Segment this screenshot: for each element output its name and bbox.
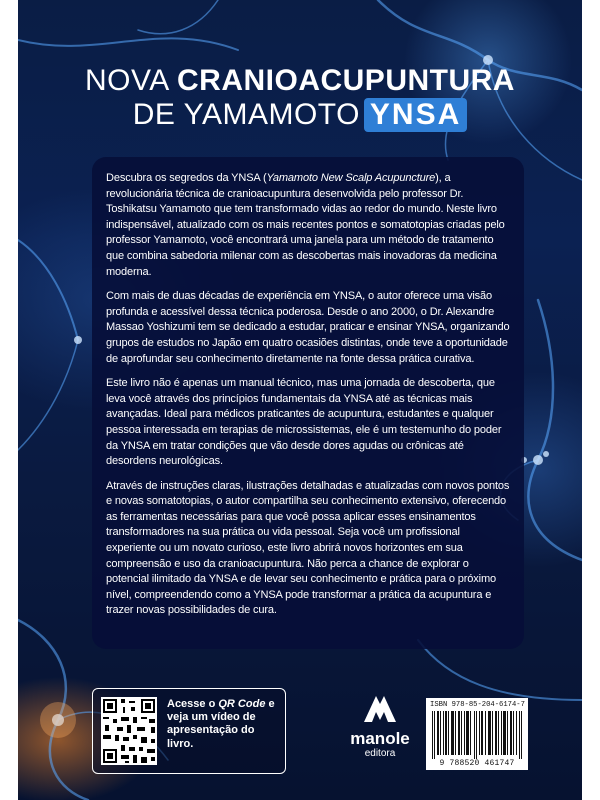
publisher-logo (340, 688, 420, 778)
paragraph-1-italic-term: Yamamoto New Scalp Acupuncture (266, 172, 436, 184)
title-line-2 (18, 98, 582, 132)
manole-mountain-icon (360, 688, 400, 728)
qr-callout-italic: QR Code (218, 698, 266, 710)
paragraph-1-intro: Descubra os segredos da YNSA ( (106, 172, 267, 184)
synopsis-paragraph-3: Este livro não é apenas um manual técnico, mas uma jornada de descoberta, que leva você através dos princípios fundamentais da YNSA até as técnicas mais avançadas. Ideal para médicos praticantes de acupuntura, estudantes e qualquer pessoa interessada em terapias de microssistemas, ele é um testemunho do poder da YNSA em tratar condições que vão desde dores agudas ou crônicas até desordens neurológicas. (106, 377, 502, 468)
publisher-subtitle: editora (364, 748, 396, 759)
qr-code[interactable] (101, 697, 157, 765)
qr-callout-text (167, 698, 281, 751)
back-cover (18, 0, 582, 800)
publisher-name: manole (350, 729, 410, 748)
qr-code-icon (101, 697, 157, 765)
isbn-barcode (426, 698, 528, 770)
title-ynsa-badge: YNSA (364, 98, 467, 132)
synopsis-panel (92, 157, 524, 649)
title-word-nova: NOVA (85, 64, 169, 97)
paragraph-1-rest: ), a revolucionária técnica de cranioacupuntura desenvolvida pelo professor Dr. Toshikatsu Yamamoto que tem transformado vidas ao redor do mundo. Neste livro indispensável, atualizado com os mais recentes pontos e somatotopias criadas pelo professor Yamamoto, você encontrará uma janela para um método de tratamento que combina sabedoria milenar com as descobertas mais inovadoras da medicina moderna. (106, 172, 505, 278)
title-line-1 (18, 64, 582, 98)
title-word-cranioacupuntura: CRANIOACUPUNTURA (176, 64, 515, 97)
synopsis-paragraph-4: Através de instruções claras, ilustrações detalhadas e atualizadas com novos pontos e novas somatotopias, o autor compartilha seu conhecimento extensivo, oferecendo as ferramentas necessárias para que você possa aplicar esses ensinamentos transformadores na sua prática ou vida pessoal. Seja você um profissional experiente ou um novato curioso, este livro abrirá novos horizontes em sua compreensão e uso da cranioacupuntura. Não perca a chance de explorar o potencial ilimitado da YNSA e de levar seu conhecimento e prática para o próximo nível, compreendendo como a YNSA pode transformar a prática da acupuntura e trazer novas possibilidades de cura. (106, 479, 510, 617)
qr-code-callout (92, 688, 286, 774)
synopsis-paragraph-2: Com mais de duas décadas de experiência em YNSA, o autor oferece uma visão profunda e acessível dessa técnica poderosa. Desde o ano 2000, o Dr. Alexandre Massao Yoshizumi tem se dedicado a estudar, praticar e ensinar YNSA, organizando grupos de estudos no Japão em quatro ocasiões distintas, onde teve a oportunidade de aprofundar seu conhecimento diretamente na fonte dessa prática curativa. (106, 290, 510, 365)
barcode-bars (430, 711, 524, 759)
isbn-label: ISBN 978-85-204-6174-7 (430, 701, 525, 709)
qr-callout-pre: Acesse o (167, 698, 219, 710)
qr-callout-post: e veja um vídeo de apresentação do livro. (167, 698, 275, 750)
ean-digits: 9 788520 461747 (439, 759, 515, 768)
synopsis-paragraph-1 (106, 171, 510, 280)
title-words-de-yamamoto: DE YAMAMOTO (132, 98, 360, 131)
